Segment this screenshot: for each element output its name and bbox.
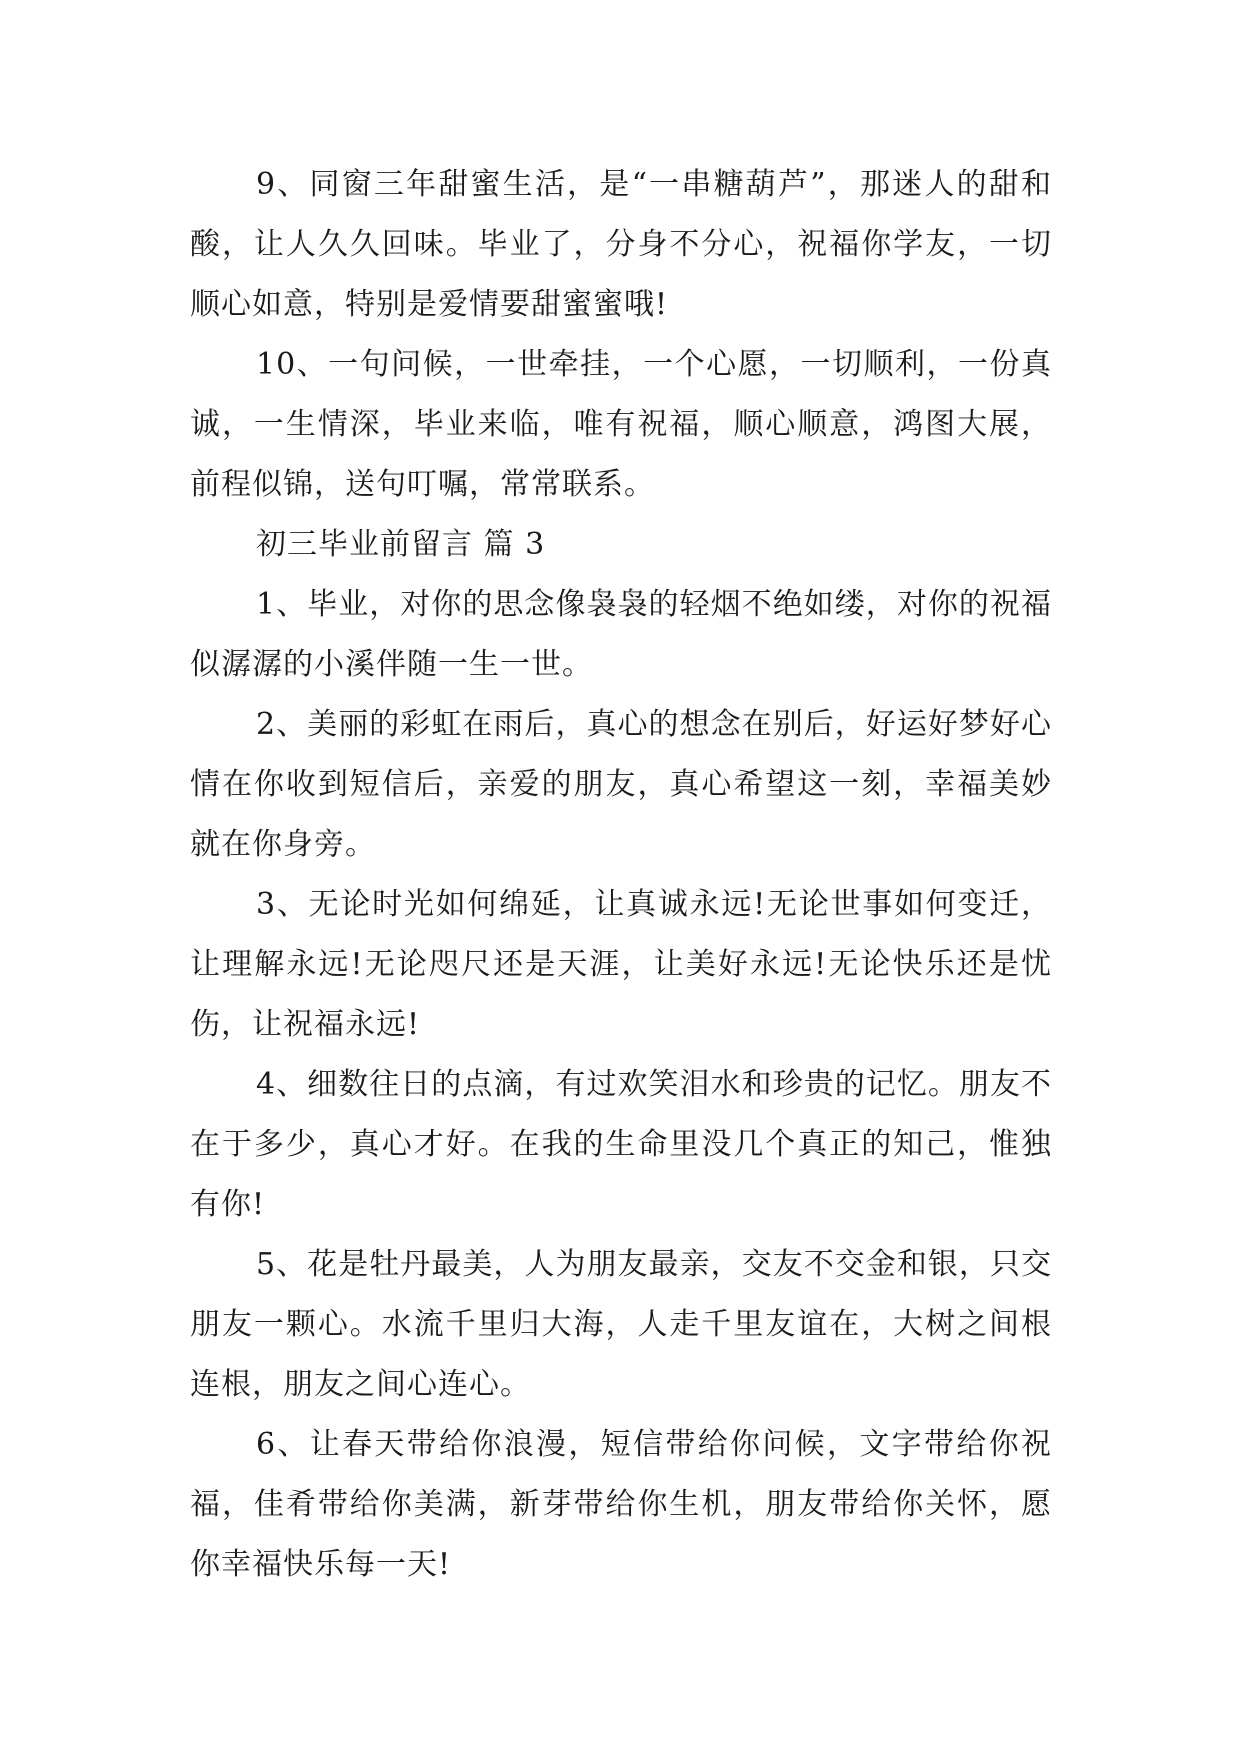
paragraph-9: 9、同窗三年甜蜜生活，是“一串糖葫芦”，那迷人的甜和酸，让人久久回味。毕业了，分身不分心，祝福你学友，一切顺心如意，特别是爱情要甜蜜蜜哦! [190,167,1052,322]
paragraph-6: 6、让春天带给你浪漫，短信带给你问候，文字带给你祝福，佳肴带给你美满，新芽带给你生机，朋友带给你关怀，愿你幸福快乐每一天! [190,1427,1052,1582]
section-heading: 初三毕业前留言 篇 3 [256,527,546,562]
paragraph-4: 4、细数往日的点滴，有过欢笑泪水和珍贵的记忆。朋友不在于多少，真心才好。在我的生命里没几个真正的知己，惟独有你! [190,1067,1052,1222]
paragraph-3: 3、无论时光如何绵延，让真诚永远!无论世事如何变迁，让理解永远!无论咫尺还是天涯，让美好永远!无论快乐还是忧伤，让祝福永远! [190,887,1052,1042]
document-body [190,155,1052,1595]
paragraph-5: 5、花是牡丹最美，人为朋友最亲，交友不交金和银，只交朋友一颗心。水流千里归大海，人走千里友谊在，大树之间根连根，朋友之间心连心。 [190,1247,1052,1402]
paragraph-10: 10、一句问候，一世牵挂，一个心愿，一切顺利，一份真诚，一生情深，毕业来临，唯有祝福，顺心顺意，鸿图大展，前程似锦，送句叮嘱，常常联系。 [190,347,1052,502]
paragraph-1: 1、毕业，对你的思念像袅袅的轻烟不绝如缕，对你的祝福似潺潺的小溪伴随一生一世。 [190,587,1052,682]
paragraph-2: 2、美丽的彩虹在雨后，真心的想念在别后，好运好梦好心情在你收到短信后，亲爱的朋友，真心希望这一刻，幸福美妙就在你身旁。 [190,707,1052,862]
